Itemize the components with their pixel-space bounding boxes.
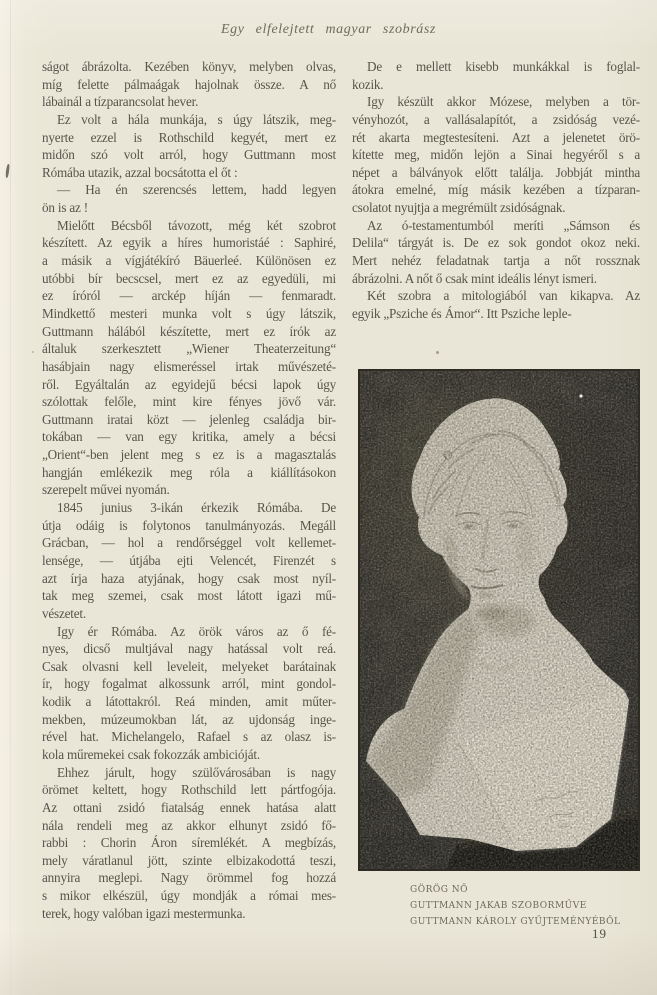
text-line: útja odáig is folytonos tanulmányozás. Megáll <box>42 517 336 533</box>
text-line: vényhozót, a vallásalapítót, a zsidóság vezé- <box>352 111 640 127</box>
photo-dust-speck <box>579 394 582 397</box>
text-line: lábainál a tízparancsolat hever. <box>42 94 199 110</box>
text-line: nála rendeli meg az akkor elhunyt zsidó fő- <box>42 817 336 833</box>
text-line: s mikor elkészül, úgy mondják a római mes- <box>42 888 336 904</box>
text-line: míg felette pálmaágak hajolnak össze. A nő <box>42 76 336 92</box>
text-line: Rómába utazik, azzal bocsátotta el őt : <box>42 164 238 180</box>
text-line: Guttmann hálából készítette, mert ez írók az <box>42 323 336 339</box>
text-line: hangján emlékezik meg róla a kiállításokon <box>42 464 336 480</box>
text-line: a másik a vígjátékíró Bäuerleé. Különösen ez <box>42 253 336 269</box>
text-line: hasábjain nagy elismeréssel irtak művészeté- <box>42 358 336 374</box>
text-line: kola műremekei csak fokozzák ambicióját. <box>42 746 260 762</box>
text-line: Két szobra a mitologiából van kikapva. Az <box>367 288 640 304</box>
text-line: Ez volt a hála munkája, s úgy látszik, meg- <box>57 111 336 127</box>
paper-speck <box>436 351 439 354</box>
text-line: rét akarta megtestesíteni. Azt a jelenetet örö- <box>352 129 640 145</box>
text-line: lensége, — útjába ejti Velencét, Firenzét s <box>42 552 336 568</box>
text-line: mely váratlanul jött, szinte elbizakodottá teszi, <box>42 852 336 868</box>
text-line: Igy készült akkor Mózese, melyben a tör- <box>367 94 640 110</box>
text-line: kodik a látottakról. Reá minden, amit műter- <box>42 694 336 710</box>
text-line: örömet keltett, hogy Rothschild lett pártfogója. <box>42 782 336 798</box>
text-line: csolatot nyujtja a megrémült zsidóságnak. <box>352 200 566 216</box>
text-line: Mielőtt Bécsből távozott, még két szobrot <box>57 217 336 233</box>
text-line: egyik „Psziche és Ámor“. Itt Psziche leple- <box>352 305 572 321</box>
text-line: terek, hogy valóban igazi mestermunka. <box>42 905 246 921</box>
text-line: kozik. <box>352 76 384 92</box>
text-line: De e mellett kisebb munkákkal is foglal- <box>367 59 640 74</box>
text-line: nyerte ezzel is Rothschild kegyét, mert ez <box>42 129 336 145</box>
text-line: mekben, múzeumokban lát, az ujdonság inge- <box>42 711 336 727</box>
text-line: azt írja haza atyjának, hogy csak most nyíl- <box>42 570 336 586</box>
text-line: Csak olvasni kell leveleit, melyeket barátainak <box>42 658 336 674</box>
text-line: Delila“ tárgyát is. De ez sok gondot okoz neki. <box>352 235 640 251</box>
text-line: — Ha én szerencsés lettem, hadd legyen <box>57 182 336 198</box>
text-line: szerepelt művei nyomán. <box>42 482 170 498</box>
text-line: Az ottani zsidó fiatalság ennek hatása alatt <box>42 799 336 815</box>
text-line: ságot ábrázolta. Kezében könyv, melyben olvas, <box>42 59 336 74</box>
text-line: szólottak felőle, mint kire fényes jövő vár. <box>42 394 336 410</box>
text-line: általuk szerkesztett „Wiener Theaterzeitung“ <box>42 341 336 357</box>
page-edge-crease <box>10 0 11 995</box>
text-line: ábrázolni. A nőt ő csak mint ideális lényt ismeri. <box>352 270 597 286</box>
text-column-right <box>352 58 640 323</box>
text-line: Az ó-testamentumból meríti „Sámson és <box>367 217 640 233</box>
text-column-left <box>42 58 336 922</box>
text-line: 1845 junius 3-ikán érkezik Rómába. De <box>57 500 336 516</box>
text-line: nyes, dicső multjával nagy hatással volt reá. <box>42 641 336 657</box>
text-line: rével hat. Michelangelo, Rafael s az olasz is- <box>42 729 336 745</box>
text-line: ről. Egyáltalán az egyidejű bécsi lapok úgy <box>42 376 336 392</box>
text-line: utóbbi bír becscsel, mert ez az egyedüli, mi <box>42 270 336 286</box>
running-header: Egy elfelejtett magyar szobrász <box>221 22 436 37</box>
text-line: ön is az ! <box>42 200 88 216</box>
text-line: kítette meg, midőn lejön a Sinai hegyéről s a <box>352 147 640 163</box>
text-line: „Orient“-ben jelent meg s ez is a magasztalás <box>42 447 336 463</box>
text-line: rabbi : Chorin Áron síremlékét. A megbízás, <box>42 835 336 851</box>
page-number: 19 <box>592 926 607 941</box>
caption-line-artist: GUTTMANN JAKAB SZOBORMŰVE <box>410 901 587 911</box>
text-line: midőn szó volt arról, hogy Guttmann most <box>42 147 336 163</box>
caption-line-collection: GUTTMANN KÁROLY GYŰJTEMÉNYÉBŐL <box>410 917 621 927</box>
text-line: Mert nehéz feladatnak tartja a nőt rossznak <box>352 253 640 269</box>
text-line: ír, hogy fogalmat alkossunk arról, mint gondol- <box>42 676 336 692</box>
text-line: átokra emelné, míg másik kezében a tízparan- <box>352 182 640 198</box>
text-line: Grácban, — hol a rendőrséggel volt kellemet- <box>42 535 336 551</box>
paper-speck <box>32 351 34 353</box>
text-line: Ehhez járult, hogy szülővárosában is nagy <box>57 764 336 780</box>
caption-line-title: GÖRÖG NŐ <box>410 885 469 895</box>
sculpture-figure <box>358 369 640 930</box>
figure-caption <box>410 882 640 930</box>
text-line: Igy ér Rómába. Az örök város az ő fé- <box>57 623 336 639</box>
text-line: népet a bálványok előtt találja. Jobbját mintha <box>352 164 640 180</box>
text-line: tak meg szemei, csak most látott igazi mű- <box>42 588 336 604</box>
text-line: Mindkettő mesteri munka volt s úgy látszik, <box>42 305 336 321</box>
text-line: annyira meglepi. Nagy örömmel fog hozzá <box>42 870 336 886</box>
text-line: vészetet. <box>42 605 86 621</box>
text-line: készített. Az egyik a híres humoristáé : Saphiré, <box>42 235 336 251</box>
text-line: tokában — van egy kritika, amely a bécsi <box>42 429 336 445</box>
text-line: Guttmann iratai közt — jelenleg családja bir- <box>42 411 336 427</box>
text-line: ez íróról — arckép híján — fenmaradt. <box>42 288 336 304</box>
sculpture-photo <box>358 369 640 871</box>
